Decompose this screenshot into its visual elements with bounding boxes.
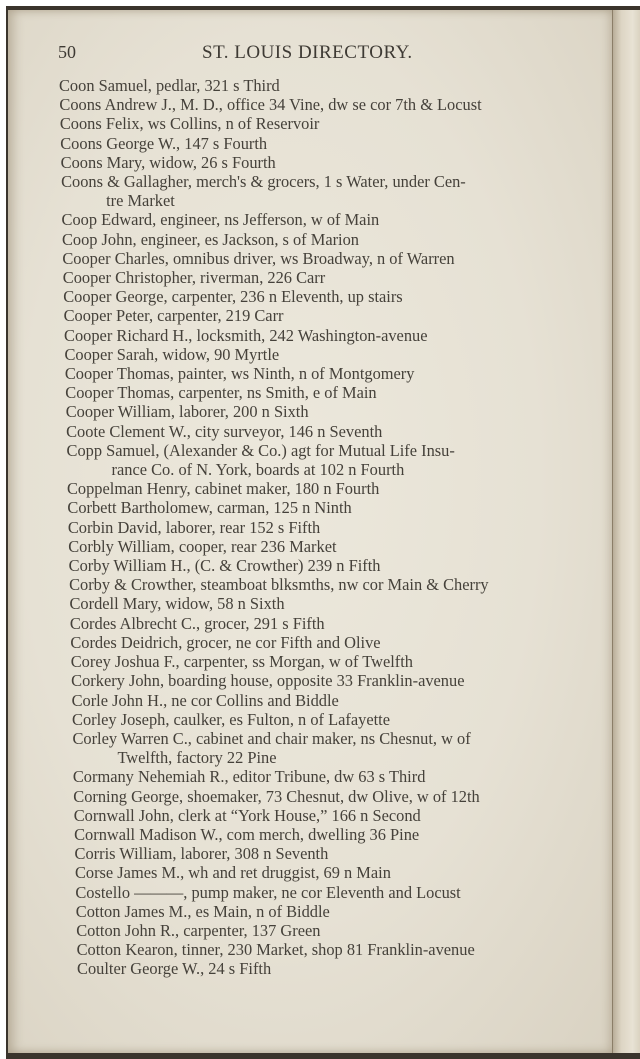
- entry-continuation: Twelfth, factory 22 Pine: [117, 748, 277, 768]
- entry-text: Corey Joshua F., carpenter, ss Morgan, w of Twelfth: [70, 652, 413, 672]
- directory-entry: [68, 537, 579, 556]
- entry-text: Corley Warren C., cabinet and chair maker, ns Chesnut, w of: [72, 728, 471, 748]
- directory-entry: [64, 306, 579, 325]
- directory-entry: [60, 134, 579, 153]
- entry-text: Cooper George, carpenter, 236 n Eleventh, up stairs: [63, 287, 403, 307]
- entry-text: Costello ———, pump maker, ne cor Eleventh and Locust: [75, 882, 461, 902]
- entry-text: Corning George, shoemaker, 73 Chesnut, dw Olive, w of 12th: [73, 786, 480, 806]
- directory-entry: [60, 114, 579, 133]
- directory-entry: [68, 518, 579, 537]
- directory-entry: [75, 844, 579, 863]
- entry-text: Coppelman Henry, cabinet maker, 180 n Fourth: [66, 479, 380, 499]
- page-header: [58, 42, 578, 66]
- directory-entry: [62, 249, 579, 268]
- directory-entry: [70, 594, 580, 613]
- entry-text: Corley Joseph, caulker, es Fulton, n of Lafayette: [72, 709, 390, 729]
- directory-entries: [59, 76, 579, 979]
- entry-text: Corkery John, boarding house, opposite 33 Franklin-avenue: [71, 671, 465, 691]
- entry-text: Coons Felix, ws Collins, n of Reservoir: [59, 114, 320, 134]
- entry-text: Coons Andrew J., M. D., office 34 Vine, dw se cor 7th & Locust: [59, 95, 482, 115]
- directory-entry: [65, 383, 579, 402]
- directory-entry: [69, 575, 579, 594]
- entry-text: Coop John, engineer, es Jackson, s of Marion: [61, 229, 359, 249]
- directory-entry: [72, 729, 579, 767]
- directory-entry: [74, 806, 579, 825]
- entry-text: Cotton Kearon, tinner, 230 Market, shop 81 Franklin-avenue: [76, 940, 475, 960]
- directory-entry: [64, 326, 579, 345]
- entry-text: Cooper Sarah, widow, 90 Myrtle: [64, 344, 280, 364]
- directory-entry: [71, 671, 579, 690]
- entry-text: Corby William H., (C. & Crowther) 239 n Fifth: [68, 556, 381, 576]
- directory-entry: [63, 268, 579, 287]
- entry-text: Coons & Gallagher, merch's & grocers, 1 s Water, under Cen-: [61, 172, 466, 192]
- entry-text: Coote Clement W., city surveyor, 146 n Seventh: [66, 421, 383, 441]
- directory-entry: [61, 153, 579, 172]
- entry-text: Cornwall John, clerk at “York House,” 166 n Second: [73, 805, 421, 825]
- entry-text: Cormany Nehemiah R., editor Tribune, dw 63 s Third: [72, 767, 426, 787]
- entry-text: Cooper Richard H., locksmith, 242 Washington-avenue: [64, 325, 428, 345]
- directory-entry: [72, 710, 579, 729]
- directory-entry: [74, 825, 579, 844]
- directory-entry: [70, 614, 579, 633]
- entry-text: Cooper William, laborer, 200 n Sixth: [65, 402, 309, 422]
- entry-text: Coop Edward, engineer, ns Jefferson, w of Main: [61, 210, 380, 230]
- page-number: 50: [58, 42, 76, 62]
- entry-text: Cornwall Madison W., com merch, dwelling 36 Pine: [74, 824, 420, 844]
- directory-entry: [59, 76, 579, 95]
- directory-entry: [76, 921, 579, 940]
- entry-text: Copp Samuel, (Alexander & Co.) agt for Mutual Life Insu-: [66, 440, 455, 460]
- entry-text: Coons Mary, widow, 26 s Fourth: [60, 152, 276, 172]
- entry-text: Cordell Mary, widow, 58 n Sixth: [69, 594, 285, 614]
- entry-text: Cooper Thomas, painter, ws Ninth, n of Montgomery: [64, 364, 415, 384]
- entry-text: Corbett Bartholomew, carman, 125 n Ninth: [67, 498, 352, 518]
- entry-continuation: tre Market: [106, 191, 175, 211]
- directory-entry: [62, 230, 579, 249]
- directory-entry: [65, 364, 579, 383]
- entry-text: Coons George W., 147 s Fourth: [60, 133, 268, 153]
- entry-text: Coon Samuel, pedlar, 321 s Third: [59, 76, 280, 95]
- directory-entry: [62, 210, 579, 229]
- directory-entry: [67, 441, 579, 479]
- entry-text: Cooper Charles, omnibus driver, ws Broadway, n of Warren: [62, 248, 455, 268]
- directory-entry: [70, 633, 579, 652]
- directory-entry: [76, 902, 579, 921]
- directory-entry: [64, 345, 579, 364]
- directory-entry: [77, 940, 579, 959]
- directory-entry: [67, 479, 579, 498]
- running-head: ST. LOUIS DIRECTORY.: [202, 42, 413, 63]
- entry-continuation: rance Co. of N. York, boards at 102 n Fourth: [111, 460, 405, 480]
- directory-entry: [73, 787, 579, 806]
- entry-text: Coulter George W., 24 s Fifth: [77, 959, 272, 979]
- directory-entry: [77, 959, 579, 978]
- entry-text: Corbly William, cooper, rear 236 Market: [68, 536, 337, 556]
- entry-text: Cooper Peter, carpenter, 219 Carr: [63, 306, 284, 326]
- entry-text: Corle John H., ne cor Collins and Biddle: [71, 690, 339, 710]
- directory-entry: [59, 95, 579, 114]
- directory-entry: [66, 402, 579, 421]
- directory-entry: [75, 863, 579, 882]
- entry-text: Cooper Christopher, riverman, 226 Carr: [62, 268, 326, 288]
- entry-text: Cordes Deidrich, grocer, ne cor Fifth and Olive: [70, 632, 381, 652]
- directory-entry: [69, 556, 579, 575]
- entry-text: Corby & Crowther, steamboat blksmths, nw cor Main & Cherry: [69, 575, 489, 595]
- entry-text: Corse James M., wh and ret druggist, 69 n Main: [74, 863, 391, 883]
- entry-text: Cordes Albrecht C., grocer, 291 s Fifth: [69, 613, 325, 633]
- directory-entry: [75, 883, 579, 902]
- entry-text: Cooper Thomas, carpenter, ns Smith, e of Main: [65, 383, 377, 403]
- entry-text: Corris William, laborer, 308 n Seventh: [74, 844, 329, 864]
- directory-entry: [71, 652, 579, 671]
- directory-entry: [73, 767, 579, 786]
- entry-text: Corbin David, laborer, rear 152 s Fifth: [67, 517, 321, 537]
- entry-text: Cotton James M., es Main, n of Biddle: [75, 901, 330, 921]
- directory-entry: [63, 287, 579, 306]
- directory-entry: [61, 172, 579, 210]
- directory-entry: [67, 498, 579, 517]
- directory-entry: [72, 691, 579, 710]
- directory-entry: [66, 422, 579, 441]
- facing-page-edge: [612, 10, 640, 1053]
- entry-text: Cotton John R., carpenter, 137 Green: [76, 920, 321, 940]
